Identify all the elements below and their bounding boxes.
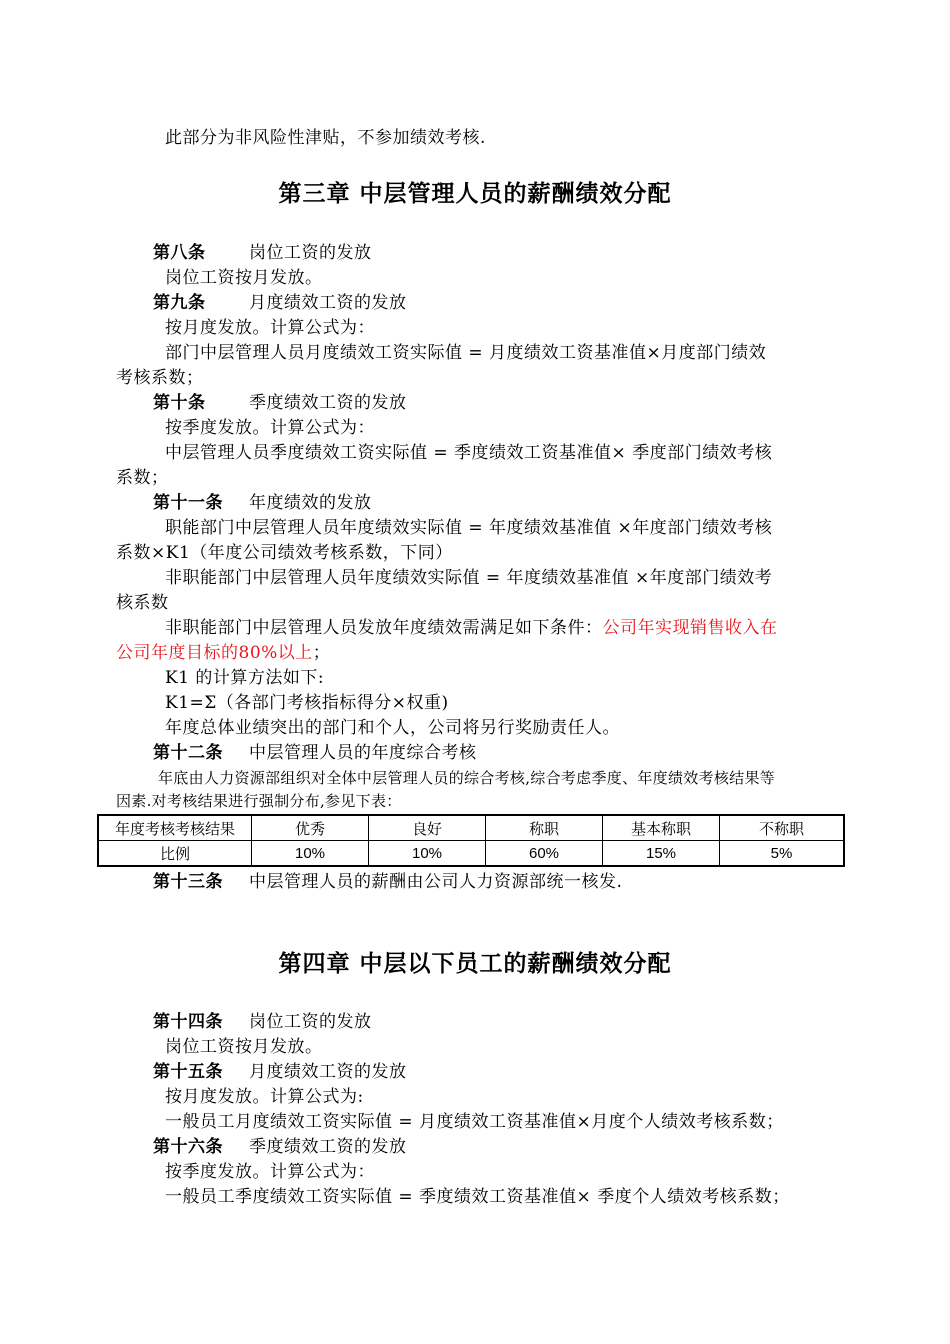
table-header-cell: 良好 xyxy=(369,815,486,841)
article-11-reward: 年度总体业绩突出的部门和个人，公司将另行奖励责任人。 xyxy=(165,718,620,738)
article-13-heading xyxy=(153,872,622,892)
table-cell: 15% xyxy=(603,841,720,867)
article-10-formula-cont: 系数； xyxy=(116,468,169,488)
article-15-heading xyxy=(153,1062,407,1082)
article-label: 第十三条 xyxy=(153,872,223,892)
chapter-4-title: 第四章 中层以下员工的薪酬绩效分配 xyxy=(278,951,672,977)
article-10-formula: 中层管理人员季度绩效工资实际值 = 季度绩效工资基准值× 季度部门绩效考核 xyxy=(165,443,773,463)
article-11-condition-cont xyxy=(116,643,330,663)
article-12-heading xyxy=(153,743,477,763)
table-header-cell: 不称职 xyxy=(720,815,845,841)
condition-text: ； xyxy=(312,643,331,663)
article-title: 年度绩效的发放 xyxy=(249,493,372,513)
article-label: 第十条 xyxy=(153,393,206,413)
condition-highlight: 公司年实现销售收入在 xyxy=(602,618,778,638)
article-11-p2-cont: 核系数 xyxy=(116,593,169,613)
article-title: 岗位工资的发放 xyxy=(249,243,372,263)
article-10-body: 按季度发放。计算公式为： xyxy=(165,418,375,438)
table-cell: 60% xyxy=(486,841,603,867)
k1-intro: K1 的计算方法如下: xyxy=(165,668,325,688)
condition-highlight: 公司年度目标的80%以上 xyxy=(116,643,313,663)
article-label: 第八条 xyxy=(153,243,206,263)
article-10-heading xyxy=(153,393,407,413)
article-11-p1-cont: 系数×K1（年度公司绩效考核系数，下同） xyxy=(116,543,453,563)
article-label: 第十五条 xyxy=(153,1062,223,1082)
article-title: 季度绩效工资的发放 xyxy=(249,393,407,413)
article-9-body: 按月度发放。计算公式为： xyxy=(165,318,375,338)
article-12-body: 年底由人力资源部组织对全体中层管理人员的综合考核,综合考虑季度、年度绩效考核结果等 xyxy=(158,769,776,787)
article-9-heading xyxy=(153,293,407,313)
article-16-heading xyxy=(153,1137,407,1157)
article-16-formula: 一般员工季度绩效工资实际值 = 季度绩效工资基准值× 季度个人绩效考核系数； xyxy=(165,1187,790,1207)
article-14-body: 岗位工资按月发放。 xyxy=(165,1037,323,1057)
table-row xyxy=(98,841,844,867)
distribution-table xyxy=(97,814,845,867)
table-header-cell: 称职 xyxy=(486,815,603,841)
article-14-heading xyxy=(153,1012,372,1032)
intro-line: 此部分为非风险性津贴，不参加绩效考核. xyxy=(165,128,486,148)
table-cell: 5% xyxy=(720,841,845,867)
article-label: 第十二条 xyxy=(153,743,223,763)
article-8-body: 岗位工资按月发放。 xyxy=(165,268,323,288)
article-11-p1: 职能部门中层管理人员年度绩效实际值 = 年度绩效基准值 ×年度部门绩效考核 xyxy=(165,518,773,538)
table-header-cell: 年度考核考核结果 xyxy=(98,815,252,841)
article-label: 第十六条 xyxy=(153,1137,223,1157)
article-16-body: 按季度发放。计算公式为： xyxy=(165,1162,375,1182)
article-title: 岗位工资的发放 xyxy=(249,1012,372,1032)
article-label: 第十一条 xyxy=(153,493,223,513)
article-11-p2: 非职能部门中层管理人员年度绩效实际值 = 年度绩效基准值 ×年度部门绩效考 xyxy=(165,568,773,588)
article-label: 第九条 xyxy=(153,293,206,313)
article-8-heading xyxy=(153,243,372,263)
article-9-formula: 部门中层管理人员月度绩效工资实际值 = 月度绩效工资基准值×月度部门绩效 xyxy=(165,343,767,363)
article-label: 第十四条 xyxy=(153,1012,223,1032)
article-15-body: 按月度发放。计算公式为: xyxy=(165,1087,364,1107)
article-9-formula-cont: 考核系数； xyxy=(116,368,204,388)
article-15-formula: 一般员工月度绩效工资实际值 = 月度绩效工资基准值×月度个人绩效考核系数； xyxy=(165,1112,784,1132)
article-11-condition xyxy=(165,618,778,638)
article-12-body-cont: 因素.对考核结果进行强制分布,参见下表： xyxy=(116,792,402,810)
article-title: 月度绩效工资的发放 xyxy=(249,293,407,313)
table-cell: 10% xyxy=(252,841,369,867)
table-cell: 10% xyxy=(369,841,486,867)
chapter-3-title: 第三章 中层管理人员的薪酬绩效分配 xyxy=(278,181,672,207)
article-title: 季度绩效工资的发放 xyxy=(249,1137,407,1157)
table-header-cell: 优秀 xyxy=(252,815,369,841)
k1-formula: K1=Σ（各部门考核指标得分×权重) xyxy=(165,693,449,713)
table-cell: 比例 xyxy=(98,841,252,867)
table-header-cell: 基本称职 xyxy=(603,815,720,841)
article-title: 月度绩效工资的发放 xyxy=(249,1062,407,1082)
article-title: 中层管理人员的薪酬由公司人力资源部统一核发. xyxy=(249,872,623,892)
article-11-heading xyxy=(153,493,372,513)
condition-text: 非职能部门中层管理人员发放年度绩效需满足如下条件： xyxy=(165,618,603,638)
table-header-row xyxy=(98,815,844,841)
article-title: 中层管理人员的年度综合考核 xyxy=(249,743,477,763)
